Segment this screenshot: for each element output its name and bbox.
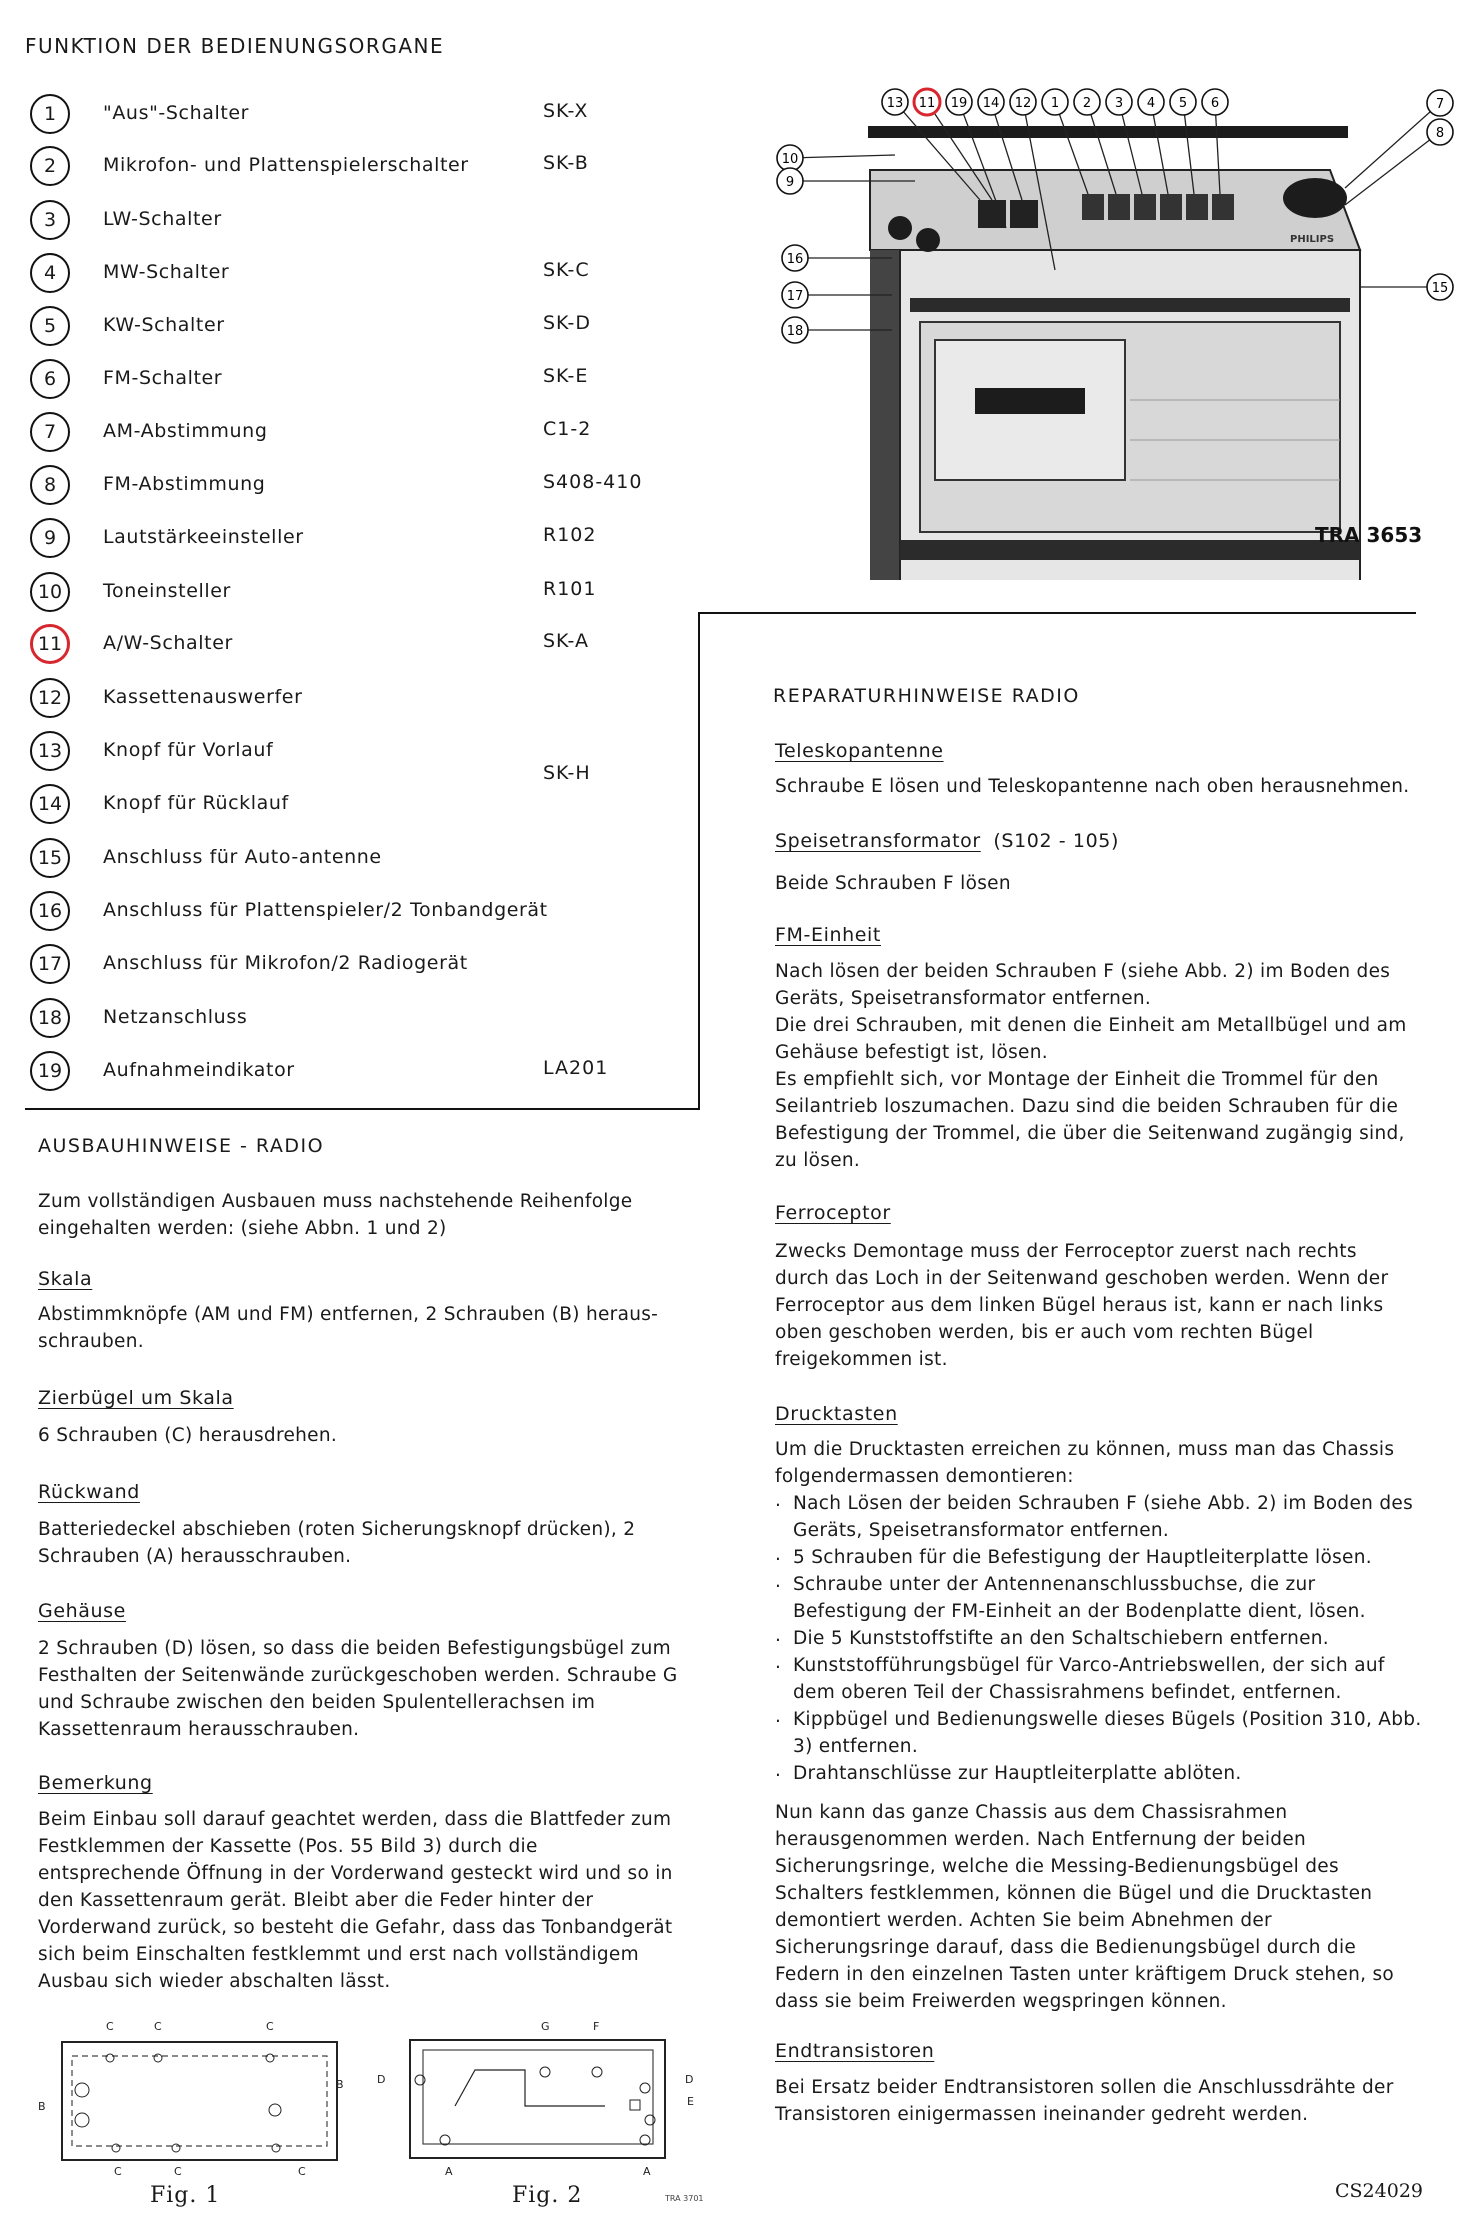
callout-leader [1345, 103, 1440, 188]
speise-text: Beide Schrauben F lösen [775, 873, 1011, 894]
control-label: Netzanschluss [103, 1006, 248, 1028]
control-number: 3 [30, 200, 70, 240]
fig2-diagram [375, 2010, 715, 2180]
speise-suffix: (S102 - 105) [993, 830, 1119, 852]
control-label: KW-Schalter [103, 314, 225, 336]
control-number: 15 [30, 838, 70, 878]
control-row [30, 944, 670, 992]
ausbau-title: AUSBAUHINWEISE - RADIO [38, 1135, 325, 1157]
callout-number: 16 [786, 252, 804, 267]
control-code: SK-C [543, 259, 590, 281]
control-label: Toneinsteller [103, 580, 231, 602]
control-label: Anschluss für Mikrofon/2 Radiogerät [103, 952, 468, 974]
fig2-label-d: D [377, 2073, 386, 2086]
druck-list-item: . Die 5 Kunststoffstifte an den Schaltschiebern entfernen. [775, 1625, 1425, 1652]
fig2-label-a: A [445, 2165, 453, 2178]
druck-list-item: . Drahtanschlüsse zur Hauptleiterplatte ablöten. [775, 1760, 1425, 1787]
fig1-label-c: C [154, 2020, 162, 2033]
control-number: 19 [30, 1051, 70, 1091]
fig2-label-d: D [685, 2073, 694, 2086]
ausbau-section-title: Gehäuse [38, 1600, 126, 1622]
callout-number: 3 [1114, 96, 1124, 111]
druck-list-item: . 5 Schrauben für die Befestigung der Hauptleiterplatte lösen. [775, 1544, 1425, 1571]
callout-number: 8 [1435, 126, 1445, 141]
fm-title: FM-Einheit [775, 924, 881, 946]
control-row [30, 784, 670, 832]
control-label: Aufnahmeindikator [103, 1059, 295, 1081]
druck-title: Drucktasten [775, 1403, 898, 1425]
control-label: LW-Schalter [103, 208, 222, 230]
endtr-text: Bei Ersatz beider Endtransistoren sollen die Anschlussdrähte der Transistoren einigermassen ineinander gedreht werden. [775, 2077, 1394, 2125]
callout-number: 1 [1050, 96, 1060, 111]
radio-brand: PHILIPS [1290, 234, 1335, 245]
ausbau-section-title: Bemerkung [38, 1772, 153, 1794]
druck-list-item: . Schraube unter der Antennenanschlussbuchse, die zur Befestigung der FM-Einheit an der Bodenplatte dient, lösen. [775, 1571, 1425, 1625]
control-code: SK-A [543, 630, 589, 652]
control-label: Knopf für Rücklauf [103, 792, 289, 814]
callout-number: 11 [918, 96, 936, 111]
control-row [30, 94, 670, 142]
control-number: 11 [30, 624, 70, 664]
ausbau-section-text: 6 Schrauben (C) herausdrehen. [38, 1425, 338, 1446]
fig2-label-g: G [541, 2020, 550, 2033]
list-frame-right [698, 612, 700, 1110]
ausbau-section-title: Rückwand [38, 1481, 140, 1503]
control-code: SK-D [543, 312, 592, 334]
fig1-label-c: C [174, 2165, 182, 2178]
druck-list-item: . Kippbügel und Bedienungswelle dieses Bügels (Position 310, Abb. 3) entfernen. [775, 1706, 1425, 1760]
list-frame-bottom [25, 1108, 700, 1110]
reparatur-title: REPARATURHINWEISE RADIO [773, 685, 1080, 707]
ferro-text: Zwecks Demontage muss der Ferroceptor zuerst nach rechts durch das Loch in der Seitenwand geschoben werden. Wenn der Ferroceptor aus dem linken Bügel heraus ist, kann er nach links oben geschoben werden, bis er auch vom rechten Bügel freigekommen ist. [775, 1241, 1389, 1370]
page-title: FUNKTION DER BEDIENUNGSORGANE [25, 34, 445, 58]
ausbau-intro: Zum vollständigen Ausbauen muss nachstehende Reihenfolge eingehalten werden: (siehe Abbn. 1 und 2) [38, 1191, 633, 1239]
druck-list-item: . Kunststofführungsbügel für Varco-Antriebswellen, der sich auf dem oberen Teil der Chassisrahmens befindet, entfernen. [775, 1652, 1425, 1706]
callout-number: 5 [1178, 96, 1188, 111]
fm-p2: Die drei Schrauben, mit denen die Einheit am Metallbügel und am Gehäuse befestigt ist, lösen. [775, 1015, 1407, 1063]
control-label: FM-Schalter [103, 367, 223, 389]
control-number: 12 [30, 678, 70, 718]
control-code: LA201 [543, 1057, 609, 1079]
callout-number: 17 [786, 289, 804, 304]
teleskop-title: Teleskopantenne [775, 740, 944, 762]
control-number: 5 [30, 306, 70, 346]
control-code: R101 [543, 578, 597, 600]
shared-code-13-14: SK-H [543, 762, 591, 784]
control-row [30, 891, 670, 939]
ausbau-section-text: Batteriedeckel abschieben (roten Sicherungsknopf drücken), 2 Schrauben (A) herausschrauben. [38, 1519, 636, 1567]
control-label: FM-Abstimmung [103, 473, 266, 495]
ferro-title: Ferroceptor [775, 1202, 891, 1224]
callout-number: 13 [886, 96, 904, 111]
control-row [30, 359, 670, 407]
callout-number: 2 [1082, 96, 1092, 111]
fig1-label-c: C [298, 2165, 306, 2178]
fig2-label-f: F [593, 2020, 600, 2033]
fig2-label-e: E [687, 2095, 694, 2108]
fig2-caption: Fig. 2 [512, 2183, 583, 2208]
druck-block [775, 1436, 1425, 2015]
ausbau-section-text: Beim Einbau soll darauf geachtet werden, dass die Blattfeder zum Festklemmen der Kassette (Pos. 55 Bild 3) durch die entsprechende Öffnung in der Vorderwand gesteckt wird und so in den Kassettenraum gerät. Bleibt aber die Feder hinter der Vorderwand zurück, so besteht die Gefahr, dass das Tonbandgerät sich beim Einschalten festklemmt und erst nach vollständigem Ausbau sich wieder abschalten lässt. [38, 1809, 673, 1992]
control-number: 14 [30, 784, 70, 824]
endtr-title: Endtransistoren [775, 2040, 935, 2062]
control-number: 16 [30, 891, 70, 931]
fig1-caption: Fig. 1 [150, 2183, 221, 2208]
control-row [30, 200, 670, 248]
control-row [30, 1051, 670, 1099]
fig1-diagram [30, 2010, 360, 2180]
control-row [30, 838, 670, 886]
ausbau-section-text: Abstimmknöpfe (AM und FM) entfernen, 2 Schrauben (B) heraus-schrauben. [38, 1304, 659, 1352]
radio-body [868, 126, 1360, 580]
control-row [30, 572, 670, 620]
radio-model: TRA 3653 [1315, 523, 1423, 547]
fig1-label-c: C [106, 2020, 114, 2033]
druck-outro: Nun kann das ganze Chassis aus dem Chassisrahmen herausgenommen werden. Nach Entfernung der beiden Sicherungsringe, welche die Messing-Bedienungsbügel des Schalters festklemmen, können die Bügel und die Drucktasten demontiert werden. Achten Sie beim Abnehmen der Sicherungsringe darauf, dass die Bedienungsbügel durch die Federn in den einzelnen Tasten unter kräftigem Druck stehen, so dass sie beim Freiwerden wegspringen können. [775, 1802, 1395, 2012]
fm-p1: Nach lösen der beiden Schrauben F (siehe Abb. 2) im Boden des Geräts, Speisetransformator entfernen. [775, 961, 1391, 1009]
control-number: 8 [30, 465, 70, 505]
control-label: Kassettenauswerfer [103, 686, 303, 708]
fig1-label-b: B [336, 2078, 344, 2091]
callout-number: 7 [1435, 97, 1445, 112]
ausbau-section-text: 2 Schrauben (D) lösen, so dass die beiden Befestigungsbügel zum Festhalten der Seitenwände zurückgeschoben werden. Schraube G und Schraube zwischen den beiden Spulentellerachsen im Kassettenraum herausschrauben. [38, 1638, 678, 1740]
control-label: Lautstärkeeinsteller [103, 526, 304, 548]
fig1-label-c: C [266, 2020, 274, 2033]
radio-figure [770, 80, 1470, 580]
control-code: SK-E [543, 365, 589, 387]
speise-title: Speisetransformator [775, 830, 981, 852]
control-number: 4 [30, 253, 70, 293]
control-number: 10 [30, 572, 70, 612]
callout-number: 9 [785, 175, 795, 190]
ausbau-section-title: Zierbügel um Skala [38, 1387, 234, 1409]
control-row [30, 678, 670, 726]
control-row [30, 412, 670, 460]
control-label: A/W-Schalter [103, 632, 233, 654]
control-number: 1 [30, 94, 70, 134]
fig1-label-b: B [38, 2100, 46, 2113]
fig1-label-c: C [114, 2165, 122, 2178]
control-label: Mikrofon- und Plattenspielerschalter [103, 154, 469, 176]
control-number: 18 [30, 998, 70, 1038]
control-number: 17 [30, 944, 70, 984]
control-number: 6 [30, 359, 70, 399]
fm-text [775, 958, 1425, 1174]
speise-heading [775, 830, 1119, 852]
control-label: MW-Schalter [103, 261, 230, 283]
fig2-label-a: A [643, 2165, 651, 2178]
control-row [30, 624, 670, 672]
control-row [30, 465, 670, 513]
document-id: CS24029 [1335, 2180, 1423, 2202]
control-number: 2 [30, 146, 70, 186]
control-row [30, 146, 670, 194]
control-code: C1-2 [543, 418, 592, 440]
druck-list [775, 1490, 1425, 1787]
ausbau-section-title: Skala [38, 1268, 93, 1290]
callout-leader [790, 155, 895, 158]
control-code: SK-X [543, 100, 589, 122]
fig2-small-label: TRA 3701 [665, 2194, 704, 2203]
callout-number: 18 [786, 324, 804, 339]
control-label: Knopf für Vorlauf [103, 739, 274, 761]
repair-frame-top [698, 612, 1416, 614]
control-number: 13 [30, 731, 70, 771]
control-label: AM-Abstimmung [103, 420, 268, 442]
control-code: S408-410 [543, 471, 643, 493]
control-label: Anschluss für Plattenspieler/2 Tonbandgerät [103, 899, 548, 921]
callout-number: 10 [781, 152, 799, 167]
callout-leader [1345, 132, 1440, 205]
control-label: "Aus"-Schalter [103, 102, 250, 124]
druck-list-item: . Nach Lösen der beiden Schrauben F (siehe Abb. 2) im Boden des Geräts, Speisetransformator entfernen. [775, 1490, 1425, 1544]
teleskop-text: Schraube E lösen und Teleskopantenne nach oben herausnehmen. [775, 776, 1410, 797]
callout-number: 15 [1431, 281, 1449, 296]
callout-number: 19 [950, 96, 968, 111]
fm-p3: Es empfiehlt sich, vor Montage der Einheit die Trommel für den Seilantrieb loszumachen. Dazu sind die beiden Schrauben für die Befestigung der Trommel, die über die Seitenwand zugängig sind, zu lösen. [775, 1069, 1405, 1171]
control-number: 7 [30, 412, 70, 452]
control-row [30, 306, 670, 354]
control-code: R102 [543, 524, 597, 546]
callout-number: 14 [982, 96, 1000, 111]
control-row [30, 518, 670, 566]
callout-number: 4 [1146, 96, 1156, 111]
druck-intro: Um die Drucktasten erreichen zu können, muss man das Chassis folgendermassen demontieren: [775, 1439, 1395, 1487]
control-number: 9 [30, 518, 70, 558]
control-row [30, 253, 670, 301]
control-row [30, 998, 670, 1046]
callout-number: 12 [1014, 96, 1032, 111]
callout-number: 6 [1210, 96, 1220, 111]
control-code: SK-B [543, 152, 589, 174]
control-label: Anschluss für Auto-antenne [103, 846, 382, 868]
